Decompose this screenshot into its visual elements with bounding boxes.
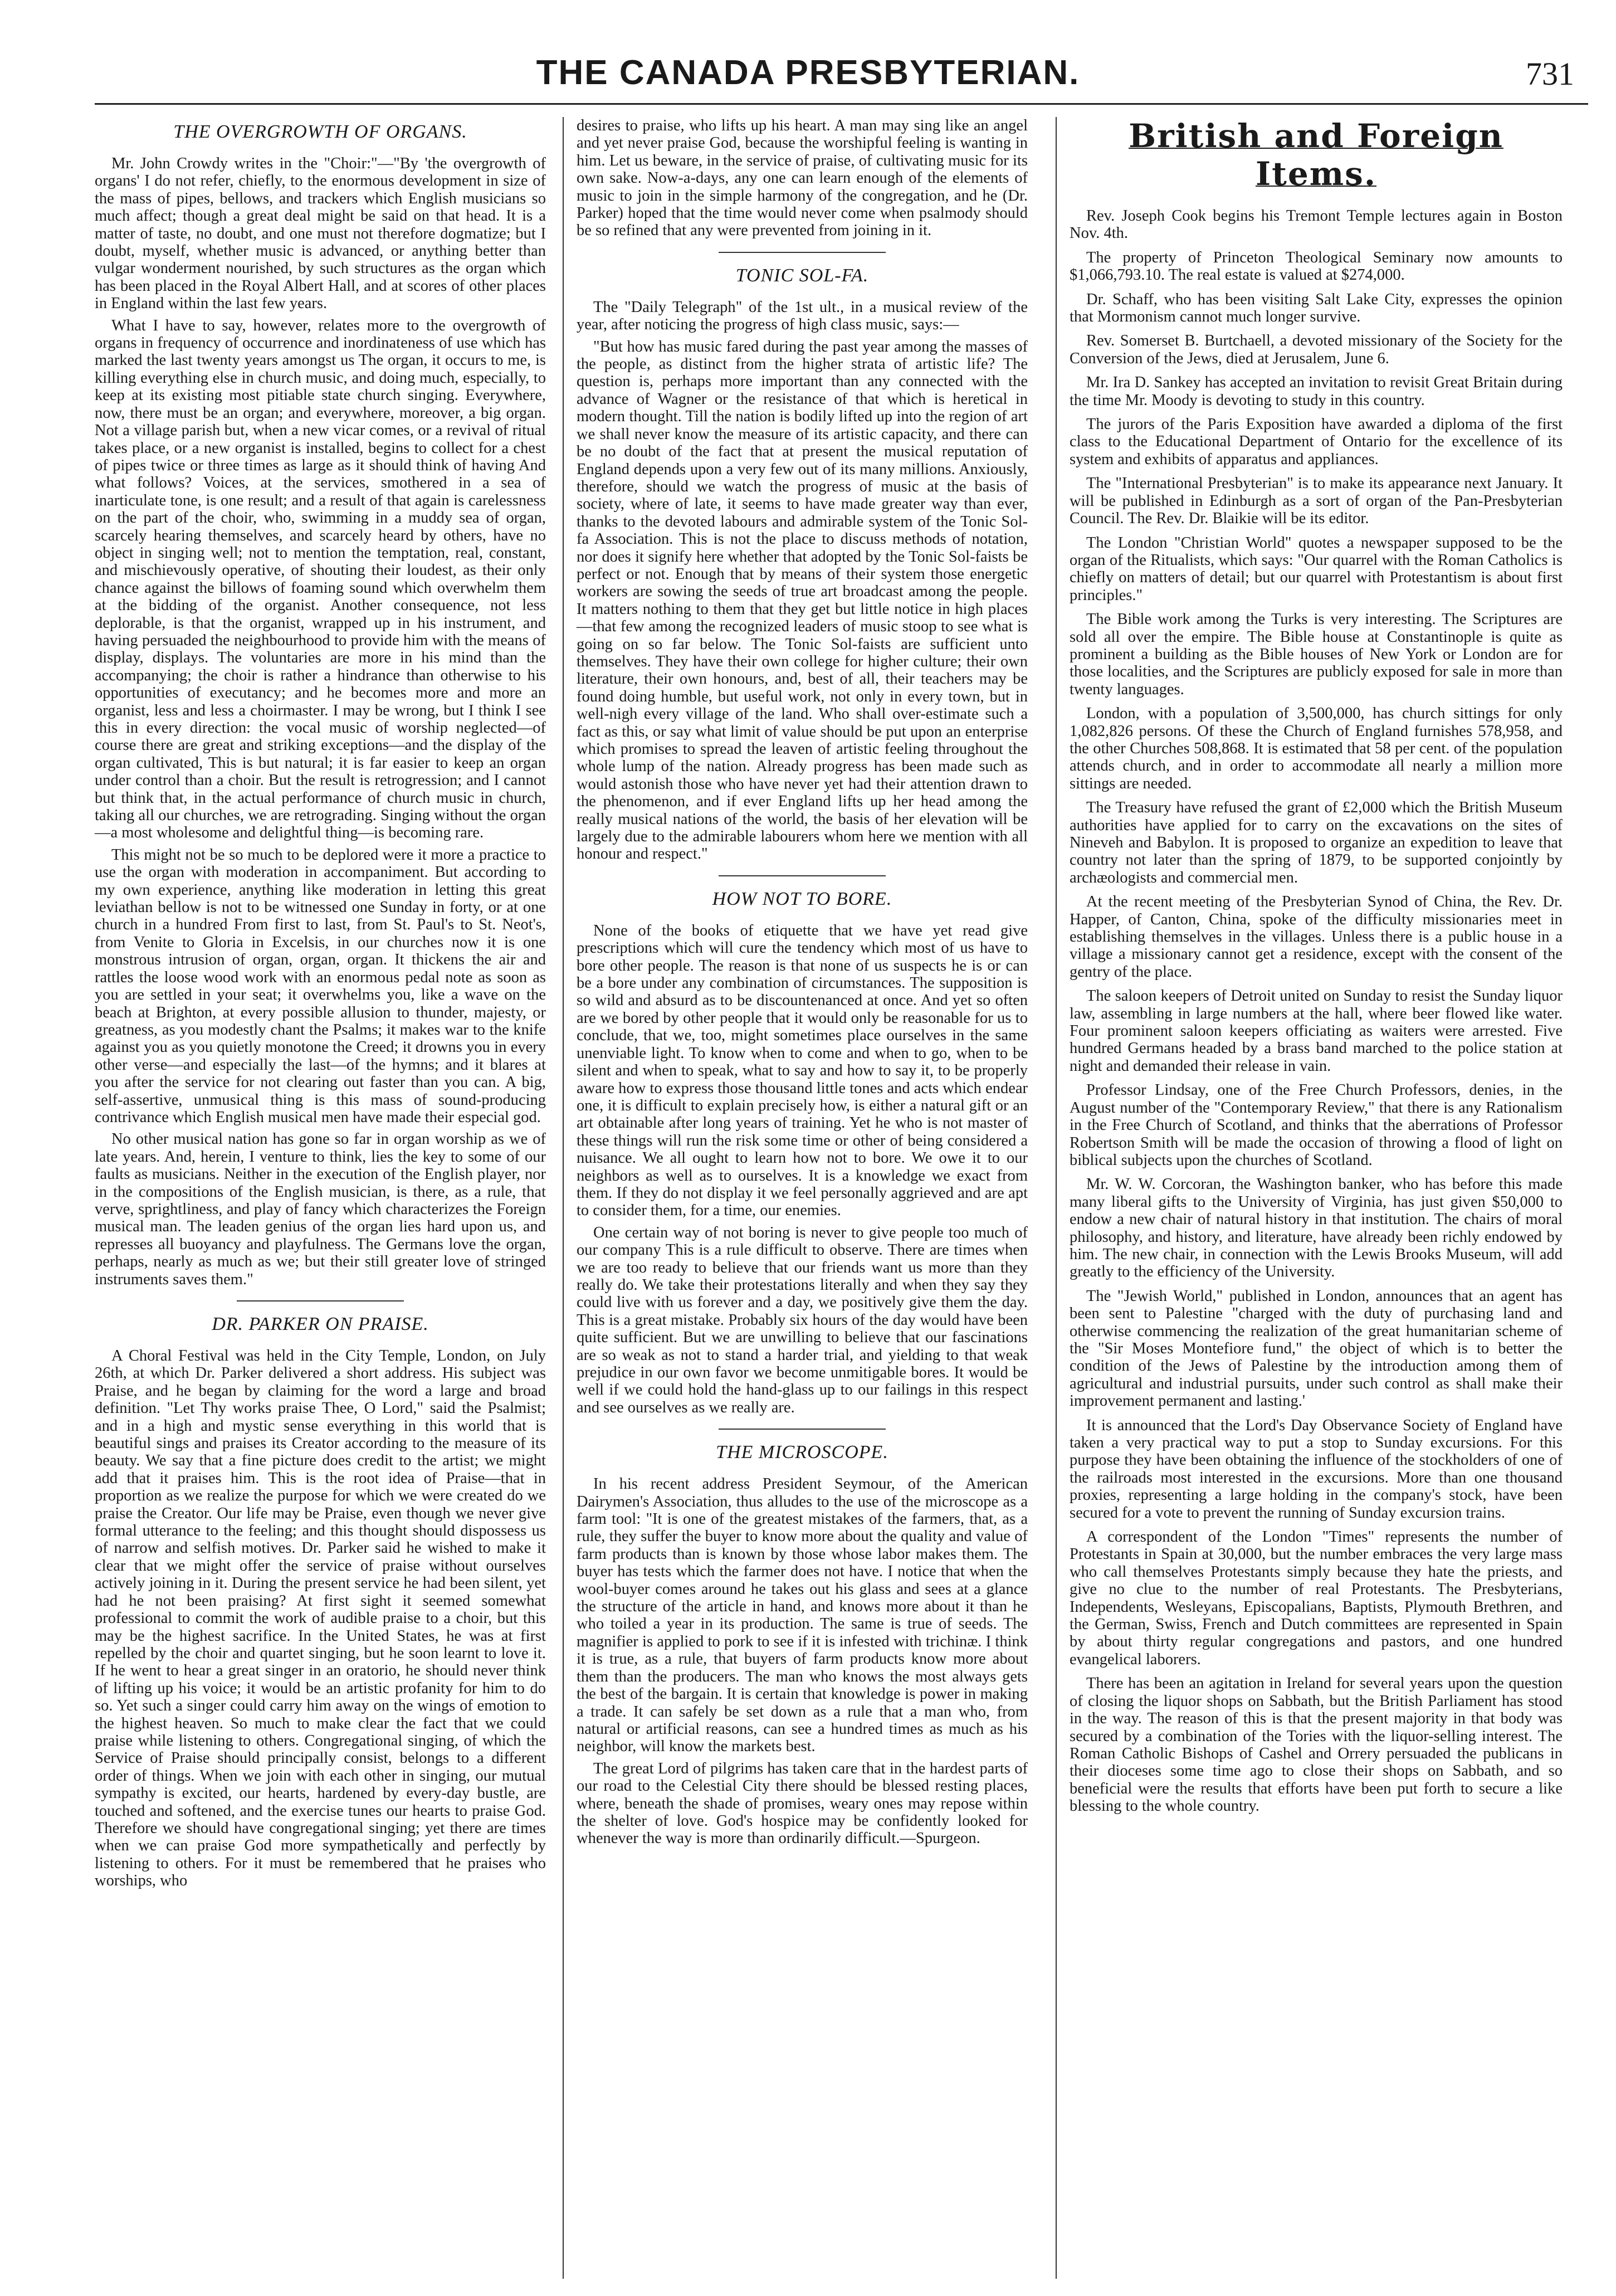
paragraph: A Choral Festival was held in the City Temple, London, on July 26th, at which Dr. Parker delivered a short address. His subject was Praise, and he began by claiming for the word a large and broad definition. "Let Thy works praise Thee, O Lord," said the Psalmist; and in a high and mystic sense everything in this world that is beautiful sings and praises its Creator according to the measure of its beauty. We say that a fine picture does credit to the artist; we might add that it praises him. This is the root idea of Praise—that in proportion as we realize the purpose for which we were created do we praise the Creator. Our life may be Praise, even though we never give formal utterance to the feeling; and this thought should dispossess us of narrow and selfish motives. Dr. Parker said he wished to make it clear that we might offer the service of praise without ourselves actively joining in it. During the present service he had been silent, yet had he not been praising? At first sight it seemed somewhat professional to commit the work of audible praise to a choir, but this may be the highest sacrifice. In the United States, he was at first repelled by the choir and quartet singing, but he soon learnt to love it. If he went to hear a great singer in an oratorio, he should never think of lifting up his voice; it would be an artistic profanity for him to do so. Yet such a singer could carry him away on the wings of emotion to the highest heaven. So much to make clear the fact that we could praise while listening to others. Congregational singing, of which the Service of Praise should principally consist, belongs to a different order of things. When we join with each other in singing, our mutual sympathy is excited, our hearts, hardened by every-day bustle, are touched and softened, and the exercise tunes our hearts to praise God. Therefore we should have congregational singing; yet there are times when we can praise God more sympathetically and perfectly by listening to others. For it must be remembered that he praises who worships, who <box>95 1347 546 1890</box>
news-item: The property of Princeton Theological Seminary now amounts to $1,066,793.10. The real estate is valued at $274,000. <box>1070 248 1563 284</box>
section-title-the-microscope: THE MICROSCOPE. <box>716 1442 888 1463</box>
news-item: Rev. Somerset B. Burtchaell, a devoted missionary of the Society for the Conversion of the Jews, died at Jerusalem, June 6. <box>1070 332 1563 367</box>
news-items-list <box>1070 207 1563 1815</box>
newspaper-title: THE CANADA PRESBYTERIAN. <box>536 53 1080 92</box>
paragraph: "But how has music fared during the past year among the masses of the people, as distinct from the higher strata of artistic life? The question is, perhaps more important than any connected with the advance of Wagner or the resistance of that which is heretical in modern thought. Till the nation is bodily lifted up into the region of art we shall never know the measure of its artistic capacity, and there can be no doubt of the fact that at present the musical reputation of England depends upon a very few out of its many millions. Anxiously, therefore, should we watch the progress of music at the basis of society, where of late, it seems to have made greater way than ever, thanks to the devoted labours and admirable system of the Tonic Sol-fa Association. This is not the place to discuss methods of notation, nor does it signify here whether that adopted by the Tonic Sol-faists be perfect or not. Enough that by means of their system those energetic workers are sowing the seeds of true art broadcast among the people. It matters nothing to them that they get but little notice in high places—that few among the recognized leaders of music stoop to see what is going on so far below. The Tonic Sol-faists are sufficient unto themselves. They have their own college for higher culture; their own literature, their own honours, and, best of all, their teachers may be found doing humble, but useful work, not only in every town, but in well-nigh every village of the land. Who shall over-estimate such a fact as this, or say what limit of value should be put upon an enterprise which promises to spread the leaven of artistic feeling throughout the whole lump of the nation. Already progress has been made such as would astonish those who have never yet had their attention drawn to the phenomenon, and if ever England lifts up her head among the really musical nations of the world, the basis of her elevation will be largely due to the admirable labourers whom here we mention with all honour and respect." <box>577 338 1028 863</box>
paragraph: One certain way of not boring is never to give people too much of our company This is a rule difficult to observe. There are times when we are too ready to believe that our friends want us more than they really do. We take their protestations literally and when they say they could live with us forever and a day, we positively give them the day. This is a great mistake. Probably six hours of the day would have been quite sufficient. But we are unwilling to believe that our fascinations are so weak as not to stand a harder trial, and yielding to that weak prejudice in our own favor we become unmitigable bores. It would be well if we could hold the hand-glass up to our failings in this respect and see ourselves as we really are. <box>577 1223 1028 1416</box>
column-1 <box>95 117 546 1894</box>
section-divider <box>719 252 886 253</box>
section-title-tonic-sol-fa: TONIC SOL-FA. <box>735 265 869 286</box>
column-2 <box>577 117 1028 1852</box>
section-divider <box>237 1300 404 1301</box>
news-item: The "Jewish World," published in London, announces that an agent has been sent to Palestine "charged with the duty of purchasing land and otherwise commencing the realization of the great humanitarian scheme of the "Sir Moses Montefiore fund," the object of which is to better the condition of the Jews of Palestine by the introduction among them of agricultural and industrial pursuits, under such control as shall make their improvement permanent and lasting.' <box>1070 1287 1563 1410</box>
news-item: The London "Christian World" quotes a newspaper supposed to be the organ of the Ritualists, which says: "Our quarrel with the Roman Catholics is chiefly on matters of detail; but our quarrel with Protestantism is about first principles." <box>1070 534 1563 604</box>
news-item: Mr. W. W. Corcoran, the Washington banker, who has before this made many liberal gifts to the University of Virginia, has just given $50,000 to endow a new chair of natural history in that institution. The chairs of moral philosophy, and history, and literature, have already been richly endowed by him. The new chair, in connection with the Lewis Brooks Museum, will add greatly to the efficiency of the University. <box>1070 1176 1563 1281</box>
paragraph: This might not be so much to be deplored were it more a practice to use the organ with moderation in accompaniment. But according to my own experience, anything like moderation in letting this great leviathan bellow is not to be witnessed one Sunday in forty, or at one church in a hundred From first to last, from St. Paul's to St. Neot's, from Venite to Gloria in Excelsis, in our churches now it is one monstrous intrusion of organ, organ, organ. It thickens the air and rattles the loose wood work with an enormous pedal note as soon as you are settled in your seat; it overwhelms you, like a wave on the beach at Brighton, at every possible allusion to thunder, majesty, or greatness, as you modestly chant the Psalms; it makes war to the knife against you as you quietly monotone the Creed; it drowns you in every other verse—and especially the last—of the hymns; and it blares at you after the service for not clearing out faster than you can. A big, self-assertive, unmusical thing is this mass of sound-producing contrivance which English musical men have made their especial god. <box>95 846 546 1126</box>
section-body-how-not-to-bore <box>577 922 1028 1416</box>
news-item: The jurors of the Paris Exposition have awarded a diploma of the first class to the Educational Department of Ontario for the excellence of its system and exhibits of apparatus and appliances. <box>1070 416 1563 468</box>
news-item: The saloon keepers of Detroit united on Sunday to resist the Sunday liquor law, assembling in large numbers at the hall, where beer flowed like water. Four prominent saloon keepers officiating as waiters were arrested. Five hundred Germans headed by a brass band marched to the police station at night and demanded their release in vain. <box>1070 987 1563 1075</box>
news-item: Rev. Joseph Cook begins his Tremont Temple lectures again in Boston Nov. 4th. <box>1070 207 1563 242</box>
section-divider <box>719 1429 886 1430</box>
paragraph: desires to praise, who lifts up his heart. A man may sing like an angel and yet never praise God, because the worshipful feeling is wanting in him. Let us beware, in the service of praise, of cultivating music for its own sake. Now-a-days, any one can learn enough of the elements of music to join in the simple harmony of the congregation, and he (Dr. Parker) hoped that the time would never come when psalmody should be so refined that any were prevented from joining in it. <box>577 117 1028 240</box>
column-rule-1 <box>563 117 564 2279</box>
news-item: It is announced that the Lord's Day Observance Society of England have taken a very practical way to put a stop to Sunday excursions. For this purpose they have been obtaining the influence of the stockholders of one of the railroads most interested in the excursions. More than one thousand proxies, representing a large holding in the company's stock, have been secured for a vote to prevent the running of Sunday excursion trains. <box>1070 1416 1563 1522</box>
section-title-how-not-to-bore: HOW NOT TO BORE. <box>712 888 892 909</box>
news-item: London, with a population of 3,500,000, has church sittings for only 1,082,826 persons. Of these the Church of England furnishes 578,958, and the other Churches 508,868. It is estimated that 58 per cent. of the population attends church, and in order to accommodate all nearly a million more sittings are needed. <box>1070 705 1563 792</box>
section-body-overgrowth-of-organs <box>95 155 546 1288</box>
section-title-dr-parker-on-praise: DR. PARKER ON PRAISE. <box>212 1314 429 1334</box>
column-3 <box>1070 117 1563 1822</box>
paragraph-spurgeon-quote: The great Lord of pilgrims has taken care that in the hardest parts of our road to the Celestial City there should be blessed resting places, where, beneath the shade of promises, weary ones may repose within the shelter of love. God's hospice may be confidently looked for whenever the way is more than ordinarily difficult.—Spurgeon. <box>577 1759 1028 1847</box>
section-divider <box>719 875 886 876</box>
header-rule <box>95 103 1588 105</box>
news-item: At the recent meeting of the Presbyterian Synod of China, the Rev. Dr. Happer, of Canton, China, spoke of the difficulty missionaries meet in establishing themselves in the villages. Unless there is a public house in a village a missionary cannot get a residence, except with the consent of the gentry of the place. <box>1070 893 1563 981</box>
news-item: A correspondent of the London "Times" represents the number of Protestants in Spain at 30,000, but the number embraces the very large mass who call themselves Protestants simply because they hate the priests, and give no clue to the number of real Protestants. The Presbyterians, Independents, Wesleyans, Episcopalians, Baptists, Plymouth Brethren, and the German, Swiss, French and Dutch committees are represented in Spain by about thirty regular congregations and pastors, and one hundred evangelical laborers. <box>1070 1528 1563 1668</box>
section-body-the-microscope <box>577 1475 1028 1847</box>
paragraph: None of the books of etiquette that we have yet read give prescriptions which will cure the tendency which most of us have to bore other people. The reason is that none of us suspects he is or can be a bore under any combination of circumstances. The supposition is so wild and absurd as to be discountenanced at once. And yet so often are we bored by other people that it would only be reasonable for us to conclude, that we, too, might sometimes place ourselves in the same unenviable light. To know when to come and when to go, when to be silent and when to speak, what to say and how to say it, to be properly aware how to express those thousand little tones and acts which endear one, it is difficult to explain precisely how, is either a natural gift or an art obtainable after long years of training. Yet he who is not master of these things will run the risk some time or other of being considered a nuisance. We all ought to learn how not to bore. We owe it to our neighbors as well as to ourselves. It is a knowledge we exact from them. If they do not display it we feel personally aggrieved and are apt to consider them, for a time, our enemies. <box>577 922 1028 1220</box>
news-item: Professor Lindsay, one of the Free Church Professors, denies, in the August number of the "Contemporary Review," that there is any Rationalism in the Free Church of Scotland, and thinks that the aberrations of Professor Robertson Smith will be made the occasion of throwing a flood of light on biblical subjects upon the churches of Scotland. <box>1070 1081 1563 1169</box>
news-item: Dr. Schaff, who has been visiting Salt Lake City, expresses the opinion that Mormonism cannot much longer survive. <box>1070 290 1563 326</box>
news-item: The Treasury have refused the grant of £2,000 which the British Museum authorities have applied for to carry on the excavations on the sites of Nineveh and Babylon. It is proposed to organize an expedition to leave that country not later than the spring of 1879, to be supported conjointly by archæologists and commercial men. <box>1070 799 1563 886</box>
section-body-dr-parker-on-praise <box>95 1347 546 1890</box>
paragraph: No other musical nation has gone so far in organ worship as we of late years. And, herein, I venture to think, lies the key to some of our faults as musicians. Neither in the execution of the English player, nor in the compositions of the English musician, is there, as a rule, that verve, sprightliness, and play of fancy which characterizes the Foreign musical man. The leaden genius of the organ lies hard upon us, and represses all buoyancy and playfulness. The Germans love the organ, perhaps, nearly as much as we; but their still greater love of stringed instruments saves them." <box>95 1130 546 1288</box>
section-title-overgrowth-of-organs: THE OVERGROWTH OF ORGANS. <box>173 121 467 142</box>
paragraph: The "Daily Telegraph" of the 1st ult., in a musical review of the year, after noticing the progress of high class music, says:— <box>577 298 1028 334</box>
section-banner-british-and-foreign-items: British and Foreign Items. <box>1129 117 1503 193</box>
masthead <box>0 53 1616 98</box>
news-item: Mr. Ira D. Sankey has accepted an invitation to revisit Great Britain during the time Mr. Moody is devoting to study in this country. <box>1070 374 1563 409</box>
news-item: The Bible work among the Turks is very interesting. The Scriptures are sold all over the empire. The Bible house at Constantinople is quite as prominent a building as the Bible houses of New York or London are for those localities, and the Scriptures are publicly exposed for sale in more than twenty languages. <box>1070 611 1563 698</box>
paragraph: Mr. John Crowdy writes in the "Choir:"—"By 'the overgrowth of organs' I do not refer, chiefly, to the enormous development in size of the mass of pipes, bellows, and trackers which English musicians so much affect; though a great deal might be said on that head. It is a matter of taste, no doubt, and one must not therefore dogmatize; but I doubt, myself, whether music is advanced, or anything better than vulgar wonderment nourished, by such structures as the organ which has been placed in the Royal Albert Hall, and at scores of other places in England within the last few years. <box>95 155 546 313</box>
section-body-tonic-sol-fa <box>577 299 1028 863</box>
page-number: 731 <box>1526 56 1574 92</box>
news-item: There has been an agitation in Ireland for several years upon the question of closing the liquor shops on Sabbath, but the British Parliament has stood in the way. The reason of this is that the present majority in that body was secured by a combination of the Tories with the liquor-selling interest. The Roman Catholic Bishops of Cashel and Orrery persuaded the publicans in their dioceses some time ago to close their shops on Sabbath, and so beneficial were the results that efforts have been put forth to secure a like blessing to the whole country. <box>1070 1675 1563 1815</box>
paragraph: What I have to say, however, relates more to the overgrowth of organs in frequency of occurrence and inordinateness of use which has marked the last twenty years amongst us The organ, it occurs to me, is killing everything else in church music, and doing much, especially, to keep at its existing most pitiable state church singing. Everywhere, now, there must be an organ; and everywhere, moreover, a big organ. Not a village parish but, when a new vicar comes, or a revival of ritual takes place, or a new organist is installed, begins to collect for a chest of pipes twice or three times as large as it should think of having And what follows? Voices, at the services, smothered in a sea of inarticulate tone, is one result; and a result of that again is carelessness on the part of the choir, who, swimming in a muddy sea of organ, scarcely hearing themselves, and scarcely heard by others, have no object in singing well; not to mention the temptation, real, constant, and mischievously operative, of shouting their loudest, as their only chance against the billows of foaming sound which overwhelm them at the bidding of the organist. Another consequence, not less deplorable, is that the organist, wrapped up in his instrument, and having persuaded the neighbourhood to provide him with the means of display, displays. The voluntaries are more in his mind than the accompanying; the choir is rather a hindrance than otherwise to his opportunities of executancy; and he becomes more and more an organist, less and less a choirmaster. I may be wrong, but I think I see this in every direction: the vocal music of worship neglected—of course there are great and striking exceptions—and the display of the organ cultivated, This is but natural; it is far easier to keep an organ under control than a choir. But the result is retrogression; and I cannot but think that, in the actual performance of church music in church, taking all our churches, we are retrograding. Singing without the organ—a most wholesome and delightful thing—is becoming rare. <box>95 316 546 842</box>
news-item: The "International Presbyterian" is to make its appearance next January. It will be published in Edinburgh as a sort of organ of the Pan-Presbyterian Council. The Rev. Dr. Blaikie will be its editor. <box>1070 475 1563 528</box>
paragraph: In his recent address President Seymour, of the American Dairymen's Association, thus alludes to the use of the microscope as a farm tool: "It is one of the greatest mistakes of the farmers, that, as a rule, they suffer the buyer to know more about the quality and value of farm products than is known by those whose labor makes them. The buyer has tests which the farmer does not have. I notice that when the wool-buyer comes around he takes out his glass and sees at a glance the structure of the article in hand, and knows more about it than he who toiled a year in its production. The same is true of seeds. The magnifier is applied to pork to see if it is infested with trichinæ. I think it is true, as a rule, that buyers of farm products know more about them than the producers. The man who knows the most always gets the best of the bargain. It is certain that knowledge is power in making a trade. It can safely be set down as a rule that a man who, from natural or artificial reasons, can see a hundred times as much as his neighbor, will know the markets best. <box>577 1475 1028 1756</box>
column-rule-2 <box>1056 117 1057 2279</box>
